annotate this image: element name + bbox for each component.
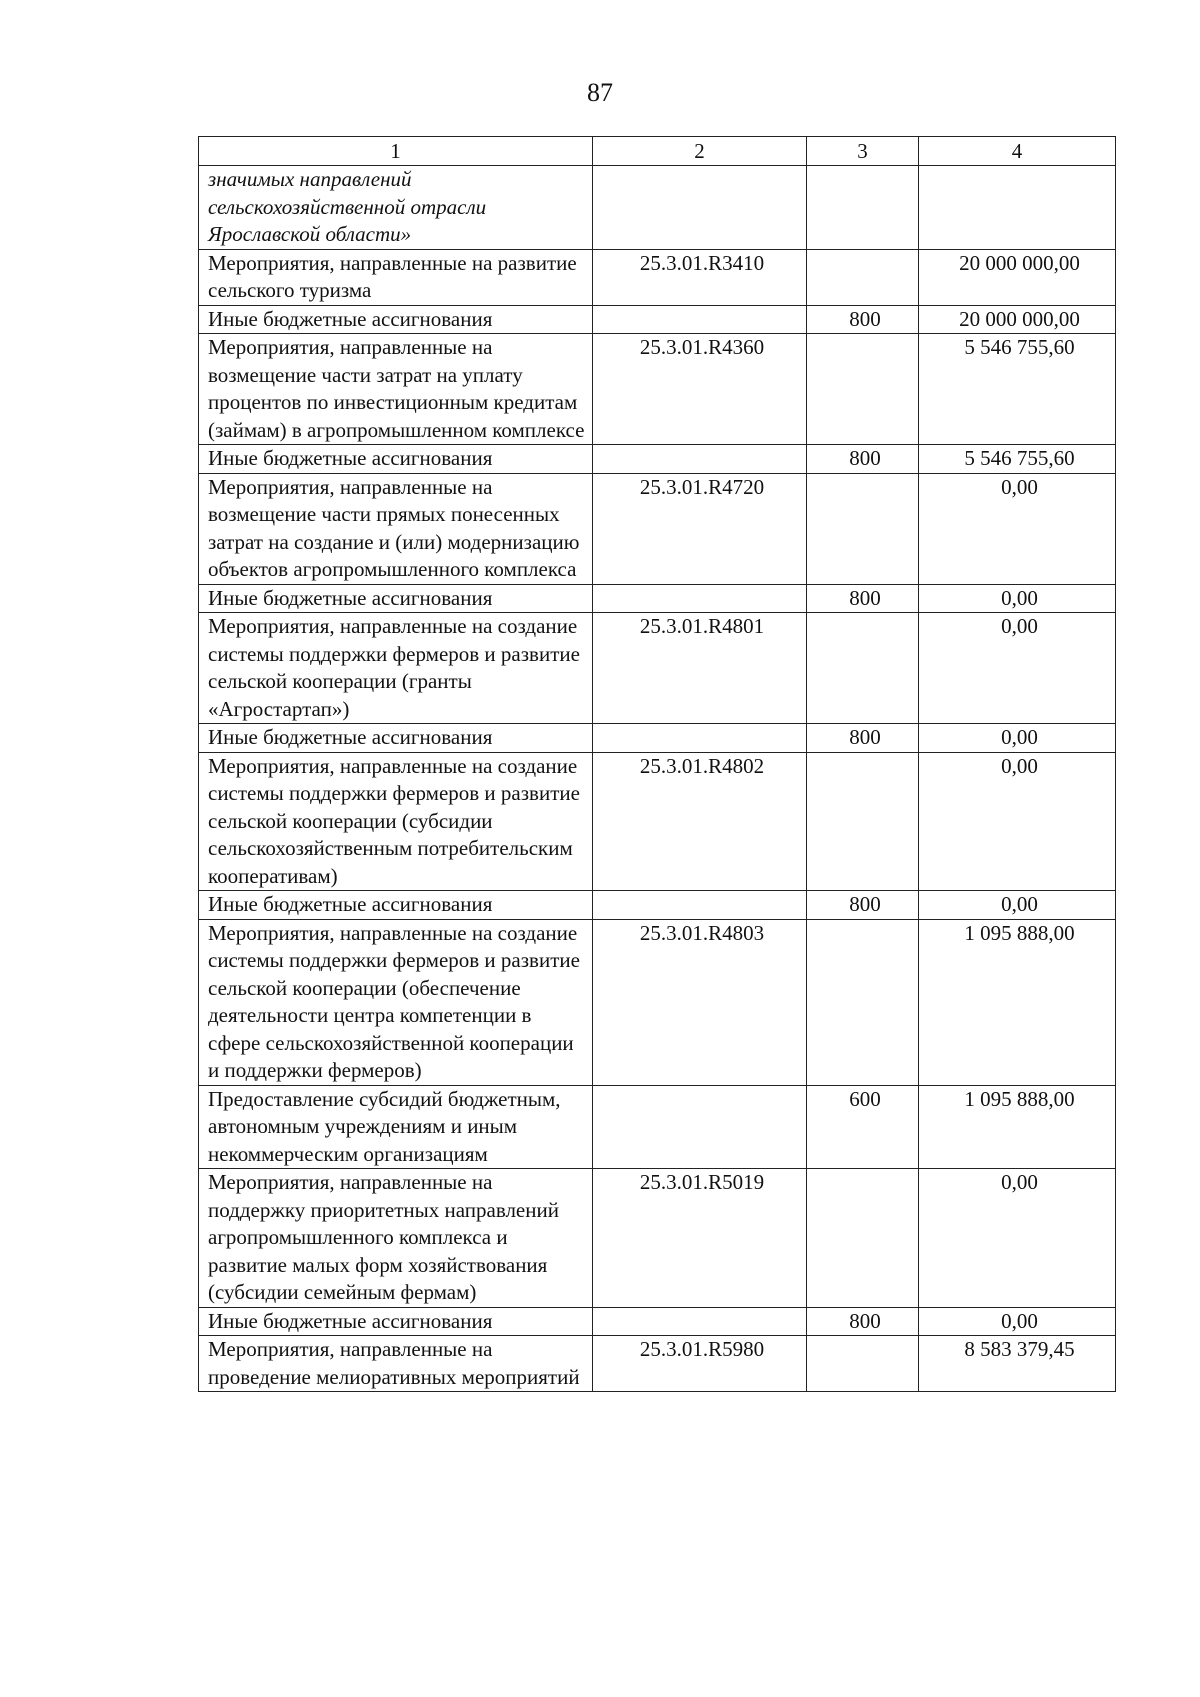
table-row [199, 613, 1116, 724]
code-cell: 25.3.01.R5019 [593, 1169, 807, 1308]
code-cell: 25.3.01.R4802 [593, 752, 807, 891]
table-row [199, 752, 1116, 891]
name-cell: Мероприятия, направленные на проведение мелиоративных мероприятий [199, 1336, 593, 1392]
table-row [199, 891, 1116, 920]
name-cell: Мероприятия, направленные на возмещение части затрат на уплату процентов по инвестиционным кредитам (займам) в агропромышленном комплексе [199, 334, 593, 445]
table-row [199, 334, 1116, 445]
amount-cell: 0,00 [919, 584, 1116, 613]
type-cell [807, 473, 919, 584]
name-cell: Иные бюджетные ассигнования [199, 445, 593, 474]
column-header: 3 [807, 137, 919, 166]
amount-cell: 8 583 379,45 [919, 1336, 1116, 1392]
type-cell: 800 [807, 891, 919, 920]
type-cell [807, 752, 919, 891]
code-cell [593, 305, 807, 334]
amount-cell: 5 546 755,60 [919, 334, 1116, 445]
continuation-name: значимых направлений сельскохозяйственной отрасли Ярославской области» [199, 166, 593, 250]
code-cell [593, 1085, 807, 1169]
type-cell [807, 1336, 919, 1392]
type-cell: 800 [807, 445, 919, 474]
table-row [199, 724, 1116, 753]
table-row [199, 584, 1116, 613]
name-cell: Мероприятия, направленные на развитие сельского туризма [199, 249, 593, 305]
name-cell: Иные бюджетные ассигнования [199, 584, 593, 613]
table-row [199, 1085, 1116, 1169]
table-row [199, 1307, 1116, 1336]
type-cell [807, 249, 919, 305]
type-cell [807, 1169, 919, 1308]
code-cell [593, 724, 807, 753]
amount-cell: 0,00 [919, 1307, 1116, 1336]
name-cell: Мероприятия, направленные на поддержку приоритетных направлений агропромышленного комплекса и развитие малых форм хозяйствования (субсидии семейным фермам) [199, 1169, 593, 1308]
name-cell: Иные бюджетные ассигнования [199, 724, 593, 753]
column-header: 1 [199, 137, 593, 166]
amount-cell: 0,00 [919, 1169, 1116, 1308]
amount-cell: 5 546 755,60 [919, 445, 1116, 474]
amount-cell: 0,00 [919, 473, 1116, 584]
name-cell: Мероприятия, направленные на возмещение части прямых понесенных затрат на создание и (или) модернизацию объектов агропромышленного комплекса [199, 473, 593, 584]
type-cell: 800 [807, 1307, 919, 1336]
name-cell: Иные бюджетные ассигнования [199, 305, 593, 334]
table-row [199, 1169, 1116, 1308]
type-cell: 600 [807, 1085, 919, 1169]
budget-table [198, 136, 1116, 1392]
code-cell: 25.3.01.R3410 [593, 249, 807, 305]
type-cell [807, 166, 919, 250]
name-cell: Предоставление субсидий бюджетным, автономным учреждениям и иным некоммерческим организациям [199, 1085, 593, 1169]
table-row [199, 1336, 1116, 1392]
amount-cell: 20 000 000,00 [919, 305, 1116, 334]
column-header: 2 [593, 137, 807, 166]
amount-cell: 0,00 [919, 613, 1116, 724]
header-row [199, 137, 1116, 166]
continuation-row [199, 166, 1116, 250]
code-cell [593, 584, 807, 613]
amount-cell: 0,00 [919, 891, 1116, 920]
code-cell: 25.3.01.R4720 [593, 473, 807, 584]
code-cell [593, 445, 807, 474]
name-cell: Мероприятия, направленные на создание системы поддержки фермеров и развитие сельской кооперации (обеспечение деятельности центра компетенции в сфере сельскохозяйственной кооперации и поддержки фермеров) [199, 919, 593, 1085]
amount-cell: 20 000 000,00 [919, 249, 1116, 305]
amount-cell [919, 166, 1116, 250]
amount-cell: 0,00 [919, 724, 1116, 753]
type-cell [807, 613, 919, 724]
name-cell: Мероприятия, направленные на создание системы поддержки фермеров и развитие сельской кооперации (гранты «Агростартап») [199, 613, 593, 724]
column-header: 4 [919, 137, 1116, 166]
code-cell: 25.3.01.R4801 [593, 613, 807, 724]
table-row [199, 445, 1116, 474]
type-cell [807, 919, 919, 1085]
code-cell: 25.3.01.R4803 [593, 919, 807, 1085]
type-cell [807, 334, 919, 445]
amount-cell: 1 095 888,00 [919, 1085, 1116, 1169]
type-cell: 800 [807, 584, 919, 613]
name-cell: Иные бюджетные ассигнования [199, 891, 593, 920]
page-number-text: 87 [587, 78, 613, 107]
name-cell: Мероприятия, направленные на создание системы поддержки фермеров и развитие сельской кооперации (субсидии сельскохозяйственным потребительским кооперативам) [199, 752, 593, 891]
table-row [199, 249, 1116, 305]
table-row [199, 305, 1116, 334]
code-cell [593, 166, 807, 250]
code-cell [593, 891, 807, 920]
code-cell [593, 1307, 807, 1336]
type-cell: 800 [807, 724, 919, 753]
type-cell: 800 [807, 305, 919, 334]
table-row [199, 473, 1116, 584]
code-cell: 25.3.01.R4360 [593, 334, 807, 445]
table-row [199, 919, 1116, 1085]
amount-cell: 1 095 888,00 [919, 919, 1116, 1085]
name-cell: Иные бюджетные ассигнования [199, 1307, 593, 1336]
code-cell: 25.3.01.R5980 [593, 1336, 807, 1392]
amount-cell: 0,00 [919, 752, 1116, 891]
page-number [0, 78, 1200, 108]
